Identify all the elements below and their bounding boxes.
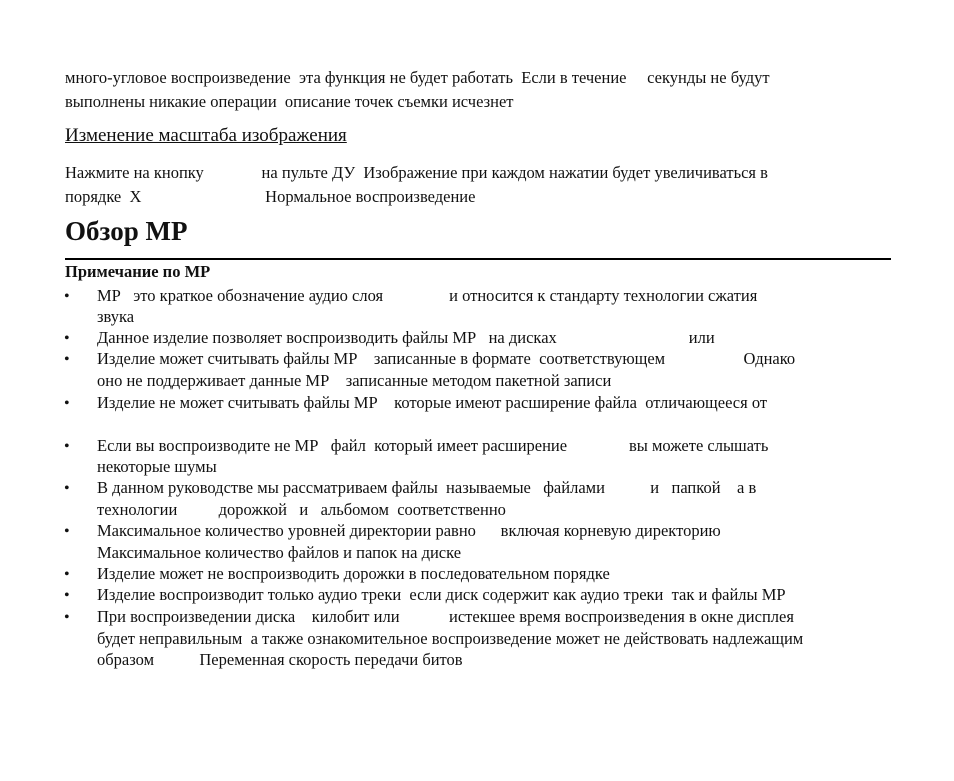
note-title: Примечание по МР xyxy=(65,262,211,281)
bullet-marker: • xyxy=(64,587,70,604)
intro-line-2: выполнены никакие операции описание точек съемки исчезнет xyxy=(65,92,514,111)
bullet-10-line-3: образом Переменная скорость передачи битов xyxy=(97,650,463,669)
bullet-10-line-1: При воспроизведении диска килобит или истекшее время воспроизведения в окне дисплея xyxy=(97,607,794,626)
bullet-5-line-1: Если вы воспроизводите не МР файл который имеет расширение вы можете слышать xyxy=(97,436,769,455)
zoom-line-2: порядке X Нормальное воспроизведение xyxy=(65,187,476,206)
bullet-7-line-1: Максимальное количество уровней директории равно включая корневую директорию xyxy=(97,521,721,540)
bullet-1-line-2: звука xyxy=(97,307,135,326)
section-divider xyxy=(65,258,891,260)
zoom-line-1: Нажмите на кнопку на пульте ДУ Изображение при каждом нажатии будет увеличиваться в xyxy=(65,163,768,182)
bullet-3-line-1: Изделие может считывать файлы МР записанные в формате соответствующем Однако xyxy=(97,349,796,368)
bullet-marker: • xyxy=(64,480,70,497)
bullet-1-line-1: МР это краткое обозначение аудио слоя и относится к стандарту технологии сжатия xyxy=(97,286,758,305)
bullet-marker: • xyxy=(64,523,70,540)
bullet-9-line-1: Изделие воспроизводит только аудио треки если диск содержит как аудио треки так и файлы МР xyxy=(97,585,786,604)
intro-line-1: много-угловое воспроизведение эта функция не будет работать Если в течение секунды не будут xyxy=(65,68,770,87)
bullet-3-line-2: оно не поддерживает данные МР записанные методом пакетной записи xyxy=(97,371,612,390)
mp-section-title: Обзор МР xyxy=(65,216,188,246)
bullet-marker: • xyxy=(64,288,70,305)
bullet-6-line-2: технологии дорожкой и альбомом соответственно xyxy=(97,500,506,519)
bullet-marker: • xyxy=(64,438,70,455)
bullet-5-line-2: некоторые шумы xyxy=(97,457,217,476)
zoom-section-title: Изменение масштаба изображения xyxy=(65,125,347,146)
bullet-marker: • xyxy=(64,395,70,412)
bullet-4-line-1: Изделие не может считывать файлы МР которые имеют расширение файла отличающееся от xyxy=(97,393,768,412)
bullet-marker: • xyxy=(64,330,70,347)
bullet-marker: • xyxy=(64,566,70,583)
bullet-7-line-2: Максимальное количество файлов и папок на диске xyxy=(97,543,462,562)
bullet-10-line-2: будет неправильным а также ознакомительное воспроизведение может не действовать надлежащим xyxy=(97,629,804,648)
bullet-2-line-1: Данное изделие позволяет воспроизводить файлы МР на дисках или xyxy=(97,328,715,347)
bullet-6-line-1: В данном руководстве мы рассматриваем файлы называемые файлами и папкой а в xyxy=(97,478,757,497)
bullet-marker: • xyxy=(64,609,70,626)
bullet-marker: • xyxy=(64,351,70,368)
bullet-8-line-1: Изделие может не воспроизводить дорожки в последовательном порядке xyxy=(97,564,610,583)
